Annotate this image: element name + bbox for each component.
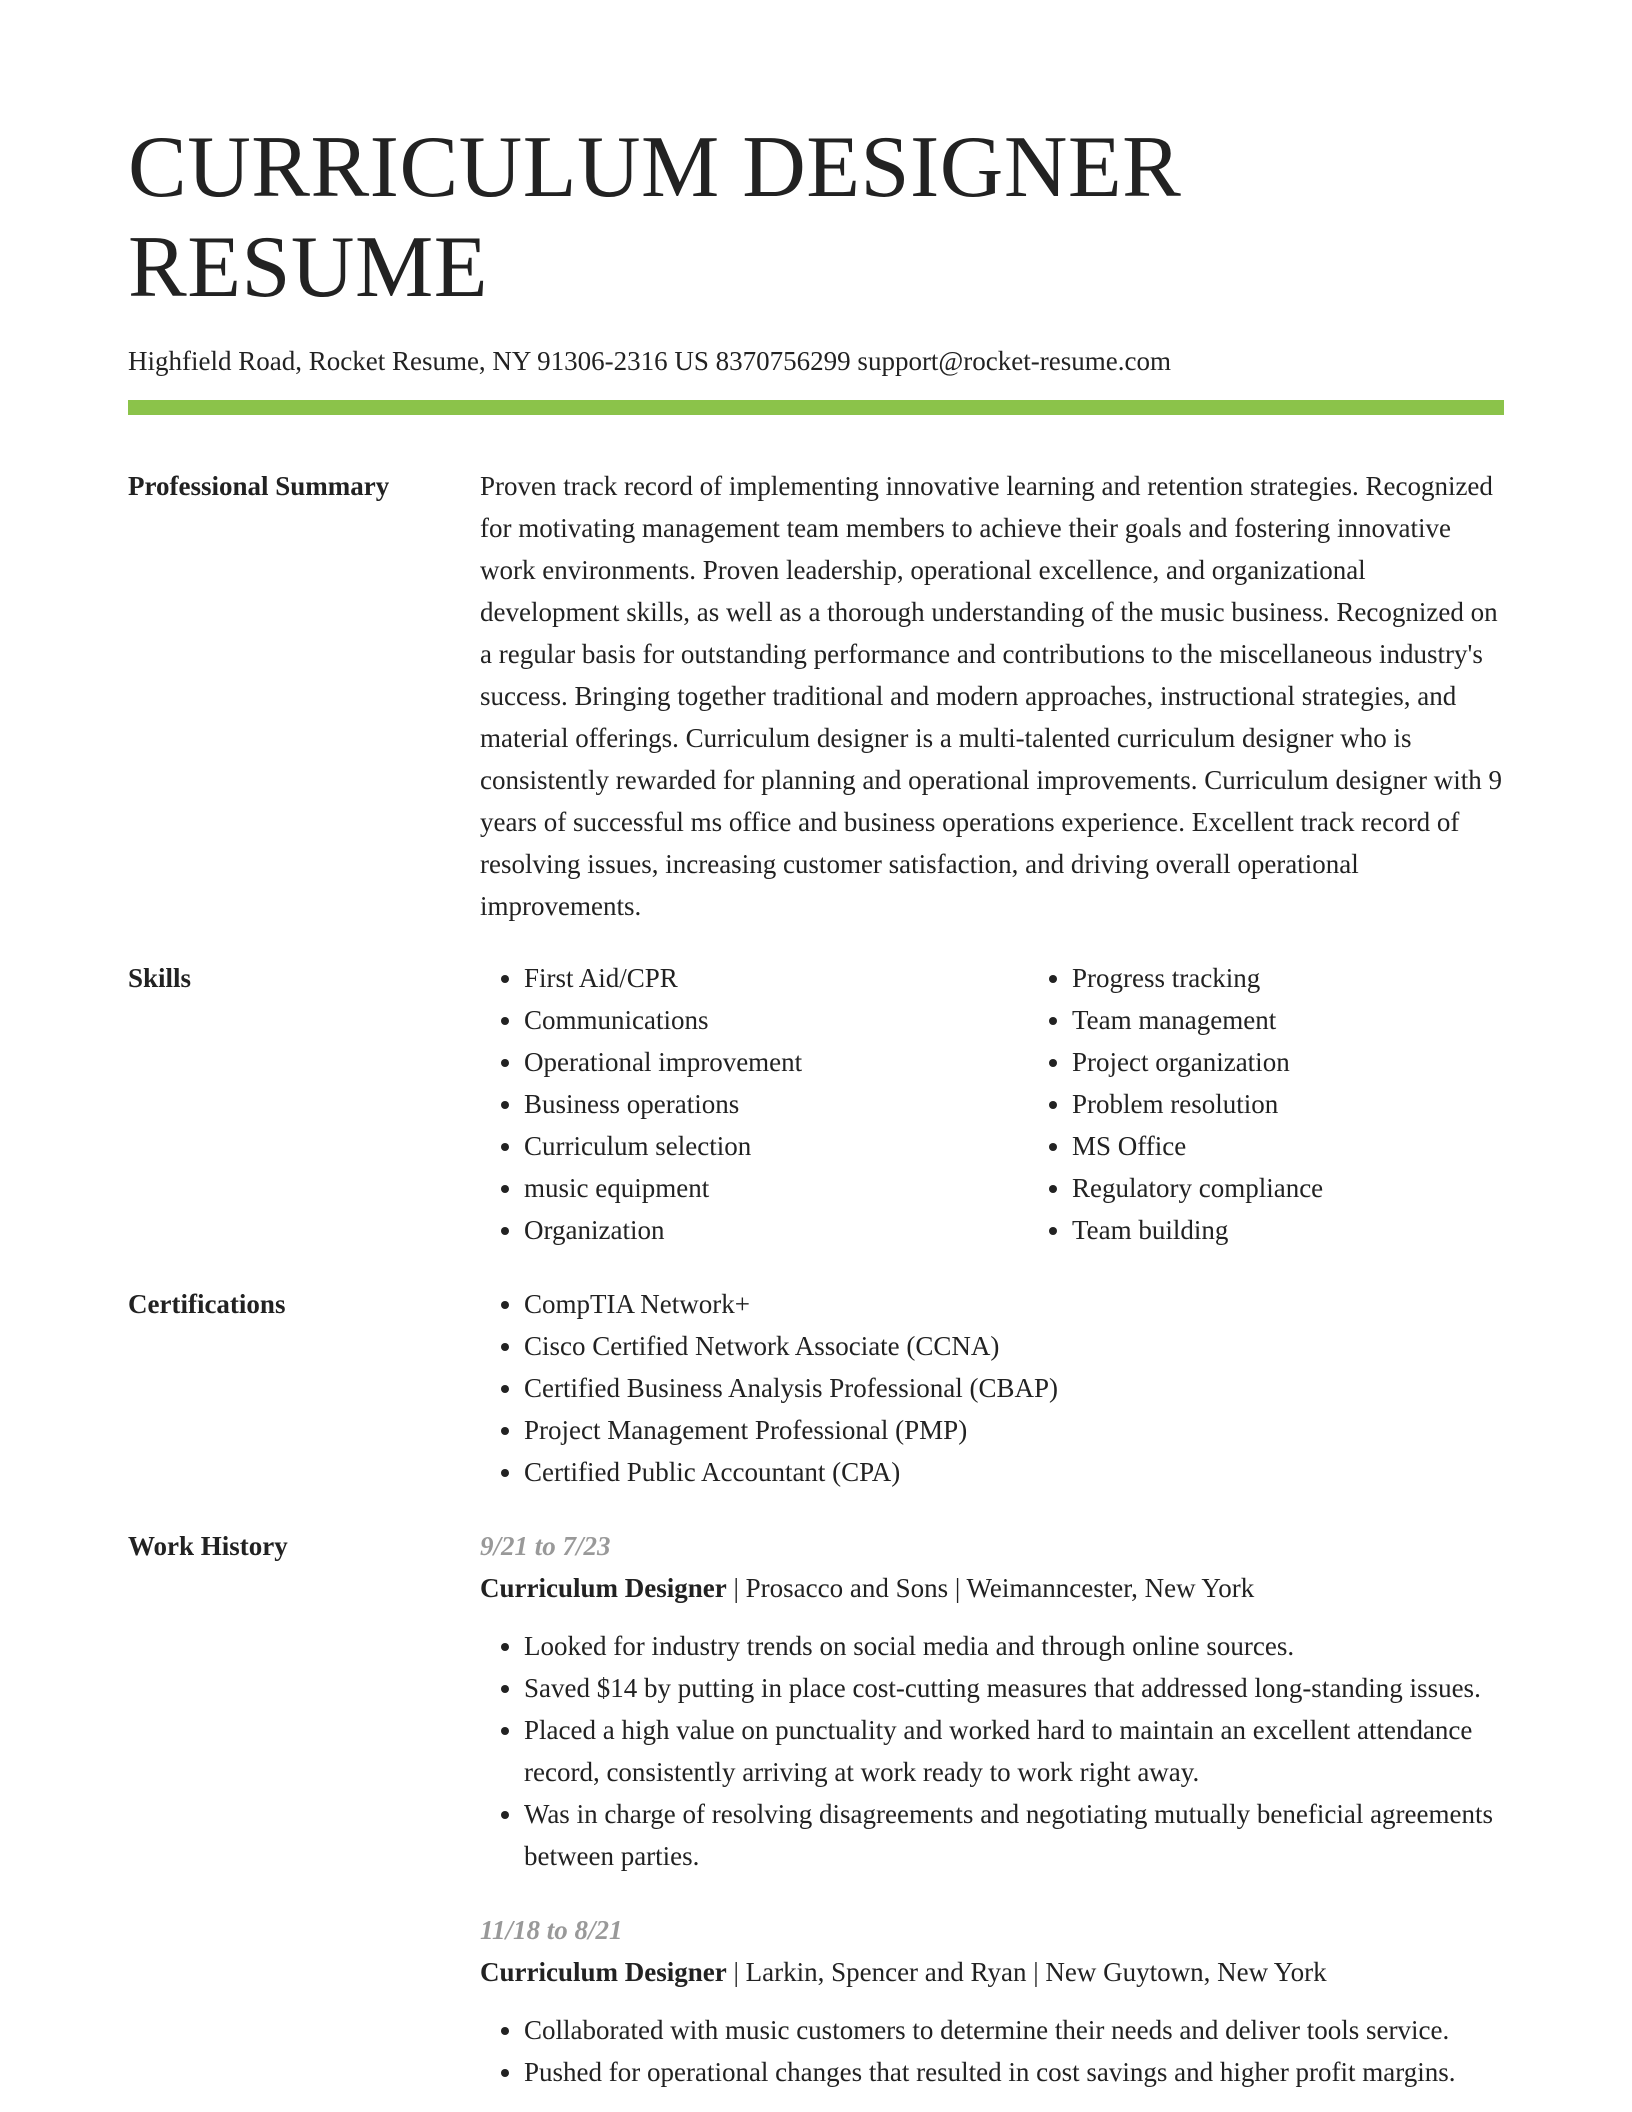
job-title: Curriculum Designer xyxy=(480,1573,727,1603)
section-label-certifications: Certifications xyxy=(128,1289,286,1319)
skill-item: • Problem resolution xyxy=(1072,1083,1576,1125)
certification-item: • Certified Public Accountant (CPA) xyxy=(524,1451,1504,1493)
work-body xyxy=(480,1525,1504,2093)
work-history-section xyxy=(128,1525,1504,2093)
job-details: | Larkin, Spencer and Ryan | New Guytown, New York xyxy=(726,1957,1327,1987)
certification-item: • Project Management Professional (PMP) xyxy=(524,1409,1504,1451)
skill-item: • Operational improvement xyxy=(524,1041,1028,1083)
certifications-list xyxy=(480,1283,1504,1493)
job-bullet: • Placed a high value on punctuality and worked hard to maintain an excellent attendance record, consistently arriving at work ready to work right away. xyxy=(524,1709,1504,1793)
skill-item: • Team building xyxy=(1072,1209,1576,1251)
job-bullet: • Looked for industry trends on social media and through online sources. xyxy=(524,1625,1504,1667)
job-bullets xyxy=(480,1625,1504,1877)
job-dates: 11/18 to 8/21 xyxy=(480,1915,623,1945)
job-heading xyxy=(480,1567,1504,1609)
job-dates: 9/21 to 7/23 xyxy=(480,1531,611,1561)
skill-item: • MS Office xyxy=(1072,1125,1576,1167)
skill-item: • music equipment xyxy=(524,1167,1028,1209)
skill-item: • Progress tracking xyxy=(1072,957,1576,999)
skill-item: • Team management xyxy=(1072,999,1576,1041)
resume-title: CURRICULUM DESIGNER RESUME xyxy=(128,119,1182,316)
skills-section xyxy=(128,957,1504,1251)
skill-item: • Curriculum selection xyxy=(524,1125,1028,1167)
skill-item: • Business operations xyxy=(524,1083,1028,1125)
skills-list-left xyxy=(480,957,1028,1251)
summary-text: Proven track record of implementing innovative learning and retention strategies. Recognized for motivating management team members to achieve their goals and fostering innovative work environments. Proven leadership, operational excellence, and organizational development skills, as well as a thorough understanding of the music business. Recognized on a regular basis for outstanding performance and contributions to the miscellaneous industry's success. Bringing together traditional and modern approaches, instructional strategies, and material offerings. Curriculum designer is a multi-talented curriculum designer who is consistently rewarded for planning and operational improvements. Curriculum designer with 9 years of successful ms office and business operations experience. Excellent track record of resolving issues, increasing customer satisfaction, and driving overall operational improvements. xyxy=(480,471,1502,921)
job-bullet: • Saved $14 by putting in place cost-cutting measures that addressed long-standing issues. xyxy=(524,1667,1504,1709)
job-details: | Prosacco and Sons | Weimanncester, New York xyxy=(726,1573,1255,1603)
certification-item: • Cisco Certified Network Associate (CCNA) xyxy=(524,1325,1504,1367)
job-bullet: • Was in charge of resolving disagreements and negotiating mutually beneficial agreements between parties. xyxy=(524,1793,1504,1877)
certifications-section xyxy=(128,1283,1504,1493)
skill-item: • Organization xyxy=(524,1209,1028,1251)
certifications-body xyxy=(480,1283,1504,1493)
skill-item: • Communications xyxy=(524,999,1028,1041)
skill-item: • Project organization xyxy=(1072,1041,1576,1083)
certification-item: • CompTIA Network+ xyxy=(524,1283,1504,1325)
job-entry xyxy=(480,1909,1504,2093)
job-bullets xyxy=(480,2009,1504,2093)
skills-columns xyxy=(480,957,1576,1251)
professional-summary-section xyxy=(128,465,1504,927)
section-label-work: Work History xyxy=(128,1531,288,1561)
accent-divider xyxy=(128,400,1504,415)
job-bullet: • Collaborated with music customers to determine their needs and deliver tools service. xyxy=(524,2009,1504,2051)
job-bullet: • Pushed for operational changes that resulted in cost savings and higher profit margins. xyxy=(524,2051,1504,2093)
certification-item: • Certified Business Analysis Professional (CBAP) xyxy=(524,1367,1504,1409)
summary-body xyxy=(480,465,1504,927)
section-label-summary: Professional Summary xyxy=(128,471,390,501)
skill-item: • First Aid/CPR xyxy=(524,957,1028,999)
section-label-skills: Skills xyxy=(128,963,192,993)
job-title: Curriculum Designer xyxy=(480,1957,727,1987)
job-heading xyxy=(480,1951,1504,1993)
skills-list-right xyxy=(1028,957,1576,1251)
job-entry xyxy=(480,1525,1504,1877)
skill-item: • Regulatory compliance xyxy=(1072,1167,1576,1209)
contact-info: Highfield Road, Rocket Resume, NY 91306-2316 US 8370756299 support@rocket-resume.com xyxy=(128,346,1171,376)
